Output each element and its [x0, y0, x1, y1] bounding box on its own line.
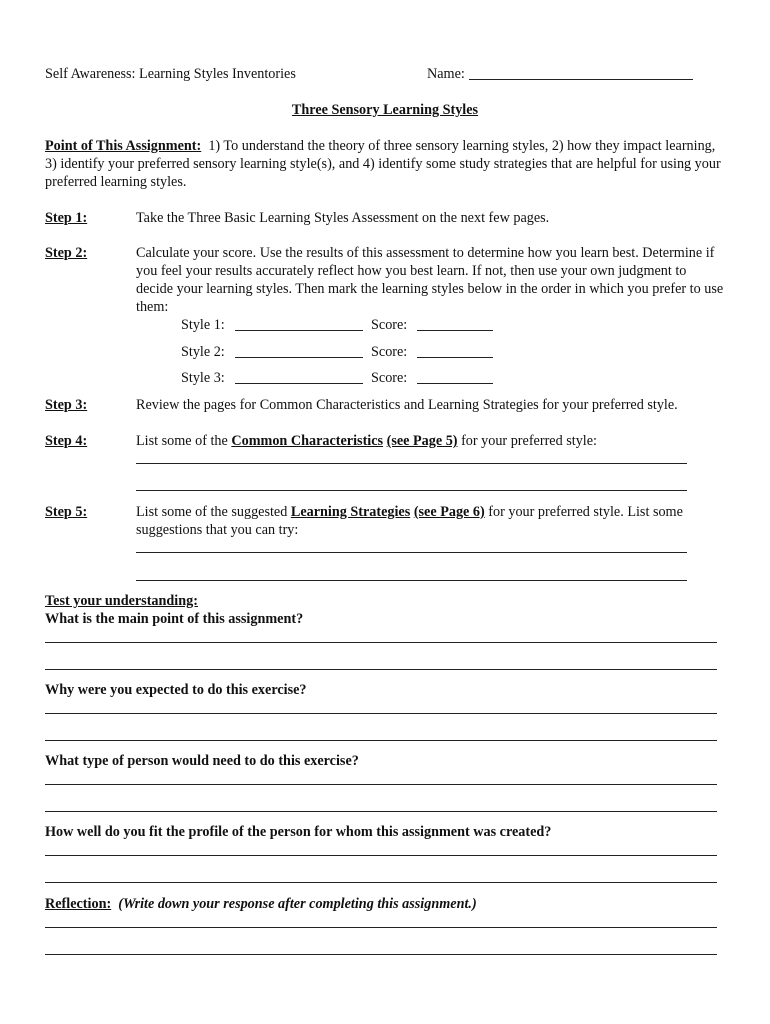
header-course-title: Self Awareness: Learning Styles Inventories	[45, 66, 296, 82]
step4-answer-line[interactable]	[136, 463, 687, 464]
style1-score-line[interactable]	[417, 330, 493, 331]
style1-score-label: Score:	[371, 317, 408, 333]
step2-label: Step 2:	[45, 245, 88, 261]
answer-line[interactable]	[45, 642, 717, 643]
question-2: Why were you expected to do this exercise?	[45, 682, 307, 698]
style3-score-label: Score:	[371, 370, 408, 386]
point-text: 1) To understand the theory of three sensory learning styles, 2) how they impact learning, 3) identify your preferred sensory learning style(s), and 4) identify some study strategies that are helpful for using your preferred learning styles.	[45, 138, 721, 190]
style2-score-line[interactable]	[417, 357, 493, 358]
reflection-instructions: (Write down your response after completing this assignment.)	[118, 896, 477, 912]
answer-line[interactable]	[45, 927, 717, 928]
reflection-label: Reflection:	[45, 896, 112, 912]
step5-learning-strategies: Learning Strategies	[290, 504, 411, 520]
step4-page-ref: (see Page 5)	[386, 433, 458, 449]
step5-answer-line[interactable]	[136, 552, 687, 553]
step1-label: Step 1:	[45, 210, 88, 226]
answer-line[interactable]	[45, 713, 717, 714]
answer-line[interactable]	[45, 882, 717, 883]
step5-page-ref: (see Page 6)	[413, 504, 485, 520]
answer-line[interactable]	[45, 740, 717, 741]
question-3: What type of person would need to do this exercise?	[45, 753, 359, 769]
question-4: How well do you fit the profile of the person for whom this assignment was created?	[45, 824, 552, 840]
style2-label: Style 2:	[181, 344, 225, 360]
step3-text: Review the pages for Common Characteristics and Learning Strategies for your preferred style.	[136, 397, 678, 413]
step2-text: Calculate your score. Use the results of this assessment to determine how you learn best. Determine if you feel your results accurately reflect how you best learn. If not, then use your own judgment to decide your learning styles. Then mark the learning styles below in the order in which you prefer to use them:	[136, 245, 724, 315]
answer-line[interactable]	[45, 855, 717, 856]
style2-input-line[interactable]	[235, 357, 363, 358]
name-label: Name:	[427, 66, 465, 82]
answer-line[interactable]	[45, 954, 717, 955]
style1-label: Style 1:	[181, 317, 225, 333]
style1-input-line[interactable]	[235, 330, 363, 331]
step4-answer-line[interactable]	[136, 490, 687, 491]
point-label: Point of This Assignment:	[45, 138, 202, 154]
page-title: Three Sensory Learning Styles	[291, 102, 479, 118]
point-paragraph	[45, 137, 725, 191]
step4-post: for your preferred style:	[461, 433, 597, 449]
step5-pre: List some of the suggested	[136, 504, 288, 520]
step5-answer-line[interactable]	[136, 580, 687, 581]
step3-label: Step 3:	[45, 397, 88, 413]
style3-score-line[interactable]	[417, 383, 493, 384]
style3-label: Style 3:	[181, 370, 225, 386]
answer-line[interactable]	[45, 811, 717, 812]
step5-label: Step 5:	[45, 504, 88, 520]
step1-text: Take the Three Basic Learning Styles Assessment on the next few pages.	[136, 210, 550, 226]
step4-pre: List some of the	[136, 433, 228, 449]
reflection-row	[45, 895, 477, 913]
step4-label: Step 4:	[45, 433, 88, 449]
name-input-line[interactable]	[469, 79, 693, 80]
style3-input-line[interactable]	[235, 383, 363, 384]
step5-text	[136, 503, 726, 539]
answer-line[interactable]	[45, 669, 717, 670]
answer-line[interactable]	[45, 784, 717, 785]
style2-score-label: Score:	[371, 344, 408, 360]
step4-common-characteristics: Common Characteristics	[231, 433, 384, 449]
test-heading: Test your understanding:	[45, 593, 198, 609]
step5-post: for your preferred style. List some suggestions that you can try:	[136, 504, 683, 538]
step4-text	[136, 432, 597, 450]
question-1: What is the main point of this assignment?	[45, 611, 304, 627]
